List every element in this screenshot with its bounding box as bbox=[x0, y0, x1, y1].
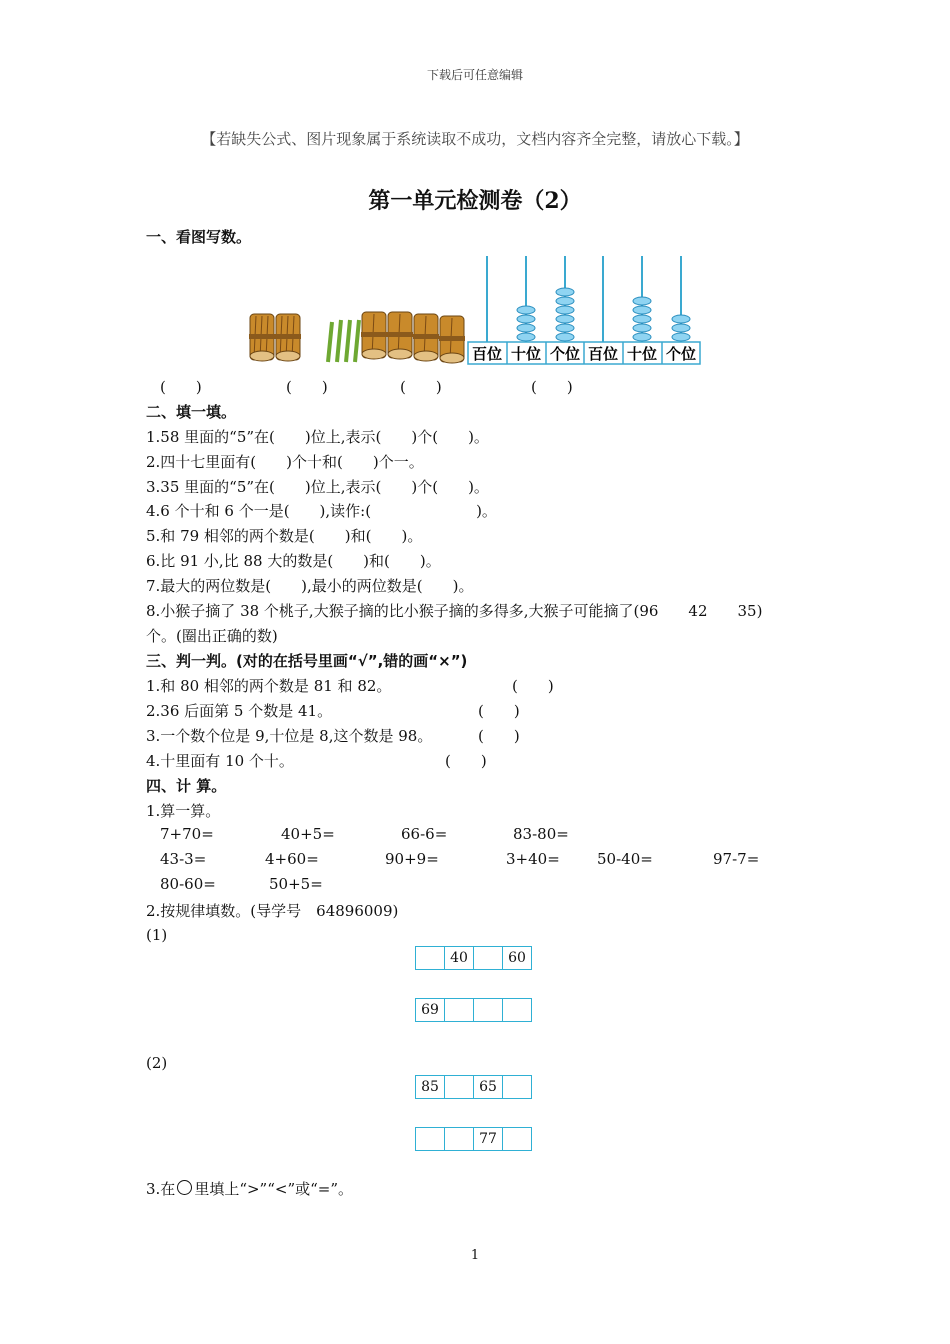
place-label: 百位 bbox=[471, 345, 503, 363]
circle-icon bbox=[177, 1180, 192, 1195]
count-figure bbox=[240, 254, 710, 372]
page-title: 第一单元检测卷（2） bbox=[368, 188, 582, 214]
section4-heading: 四、计 算。 bbox=[146, 777, 227, 795]
section1-heading: 一、看图写数。 bbox=[146, 228, 252, 246]
calc-problem: 4+60= bbox=[265, 850, 319, 868]
fill-item: 4.6 个十和 6 个一是( ),读作:( )。 bbox=[146, 502, 497, 520]
fill-item: 3.35 里面的“5”在( )位上,表示( )个( )。 bbox=[146, 478, 489, 496]
pattern-cell[interactable] bbox=[445, 1128, 474, 1151]
fill-item: 6.比 91 小,比 88 大的数是( )和( )。 bbox=[146, 552, 441, 570]
answer-blank[interactable]: ( ) bbox=[400, 378, 442, 396]
place-label: 百位 bbox=[587, 345, 619, 363]
compare-instruction-pre: 3.在 bbox=[146, 1180, 176, 1198]
pattern-cell[interactable] bbox=[416, 947, 445, 970]
download-notice: 【若缺失公式、图片现象属于系统读取不成功，文档内容齐全完整，请放心下载。】 bbox=[201, 130, 749, 148]
answer-blank[interactable]: ( ) bbox=[531, 378, 573, 396]
judge-blank[interactable]: ( ) bbox=[478, 727, 520, 745]
place-label: 个位 bbox=[549, 345, 581, 363]
fill-item: 个。(圈出正确的数) bbox=[146, 627, 278, 645]
calc-problem: 3+40= bbox=[506, 850, 560, 868]
pattern-cell[interactable] bbox=[445, 999, 474, 1022]
fill-item: 5.和 79 相邻的两个数是( )和( )。 bbox=[146, 527, 423, 545]
pattern-cell[interactable]: 85 bbox=[416, 1076, 445, 1099]
calc-problem: 43-3= bbox=[160, 850, 207, 868]
pattern-cell[interactable]: 60 bbox=[503, 947, 532, 970]
calc-problem: 83-80= bbox=[513, 825, 569, 843]
single-sticks bbox=[328, 320, 359, 362]
pattern-cell[interactable]: 40 bbox=[445, 947, 474, 970]
abacus-2 bbox=[603, 256, 690, 342]
fill-item: 2.四十七里面有( )个十和( )个一。 bbox=[146, 453, 424, 471]
fill-item: 8.小猴子摘了 38 个桃子,大猴子摘的比小猴子摘的多得多,大猴子可能摘了(96 42 35) bbox=[146, 602, 763, 620]
place-label: 十位 bbox=[510, 345, 542, 363]
compare-instruction-post: 里填上“>”“<”或“=”。 bbox=[194, 1180, 354, 1198]
page-number: 1 bbox=[470, 1248, 480, 1263]
stick-bundle bbox=[275, 314, 301, 361]
fill-item: 7.最大的两位数是( ),最小的两位数是( )。 bbox=[146, 577, 474, 595]
place-label-row bbox=[468, 342, 700, 364]
pattern-cell[interactable] bbox=[474, 947, 503, 970]
calc-problem: 50+5= bbox=[269, 875, 323, 893]
place-label: 十位 bbox=[626, 345, 658, 363]
judge-item: 1.和 80 相邻的两个数是 81 和 82。 bbox=[146, 677, 392, 695]
judge-item: 3.一个数个位是 9,十位是 8,这个数是 98。 bbox=[146, 727, 433, 745]
pattern-cell[interactable] bbox=[474, 999, 503, 1022]
judge-blank[interactable]: ( ) bbox=[512, 677, 554, 695]
pattern-cell[interactable]: 65 bbox=[474, 1076, 503, 1099]
calc-problem: 90+9= bbox=[385, 850, 439, 868]
judge-item: 2.36 后面第 5 个数是 41。 bbox=[146, 702, 333, 720]
stick-bundle bbox=[249, 314, 275, 361]
pattern-cell[interactable] bbox=[416, 1128, 445, 1151]
judge-blank[interactable]: ( ) bbox=[445, 752, 487, 770]
page-header: 下载后可任意编辑 bbox=[426, 68, 523, 82]
pattern-grid-1b bbox=[415, 998, 532, 1022]
calc-problem: 7+70= bbox=[160, 825, 214, 843]
fill-item: 1.58 里面的“5”在( )位上,表示( )个( )。 bbox=[146, 428, 489, 446]
judge-blank[interactable]: ( ) bbox=[478, 702, 520, 720]
pattern-part-label: (1) bbox=[146, 926, 168, 944]
calc-problem: 40+5= bbox=[281, 825, 335, 843]
answer-blank[interactable]: ( ) bbox=[286, 378, 328, 396]
section3-heading: 三、判一判。(对的在括号里画“√”,错的画“×”) bbox=[146, 652, 468, 670]
pattern-cell[interactable]: 69 bbox=[416, 999, 445, 1022]
place-label: 个位 bbox=[665, 345, 697, 363]
section2-heading: 二、填一填。 bbox=[146, 403, 237, 421]
answer-blank[interactable]: ( ) bbox=[160, 378, 202, 396]
abacus-1 bbox=[487, 256, 574, 342]
calc-subheading: 1.算一算。 bbox=[146, 802, 221, 820]
pattern-grid-2b bbox=[415, 1127, 532, 1151]
pattern-subheading: 2.按规律填数。(导学号 64896009) bbox=[146, 902, 399, 920]
pattern-cell[interactable] bbox=[503, 999, 532, 1022]
pattern-grid-1a bbox=[415, 946, 532, 970]
judge-item: 4.十里面有 10 个十。 bbox=[146, 752, 294, 770]
pattern-cell[interactable] bbox=[445, 1076, 474, 1099]
calc-problem: 97-7= bbox=[713, 850, 760, 868]
stick-bundle-group-right bbox=[361, 312, 465, 363]
pattern-part-label: (2) bbox=[146, 1054, 168, 1072]
stick-bundle-group-left bbox=[249, 314, 301, 361]
pattern-cell[interactable] bbox=[503, 1128, 532, 1151]
calc-problem: 50-40= bbox=[597, 850, 653, 868]
pattern-grid-2a bbox=[415, 1075, 532, 1099]
pattern-cell[interactable]: 77 bbox=[474, 1128, 503, 1151]
calc-problem: 66-6= bbox=[401, 825, 448, 843]
pattern-cell[interactable] bbox=[503, 1076, 532, 1099]
compare-instruction bbox=[146, 1178, 353, 1199]
calc-problem: 80-60= bbox=[160, 875, 216, 893]
